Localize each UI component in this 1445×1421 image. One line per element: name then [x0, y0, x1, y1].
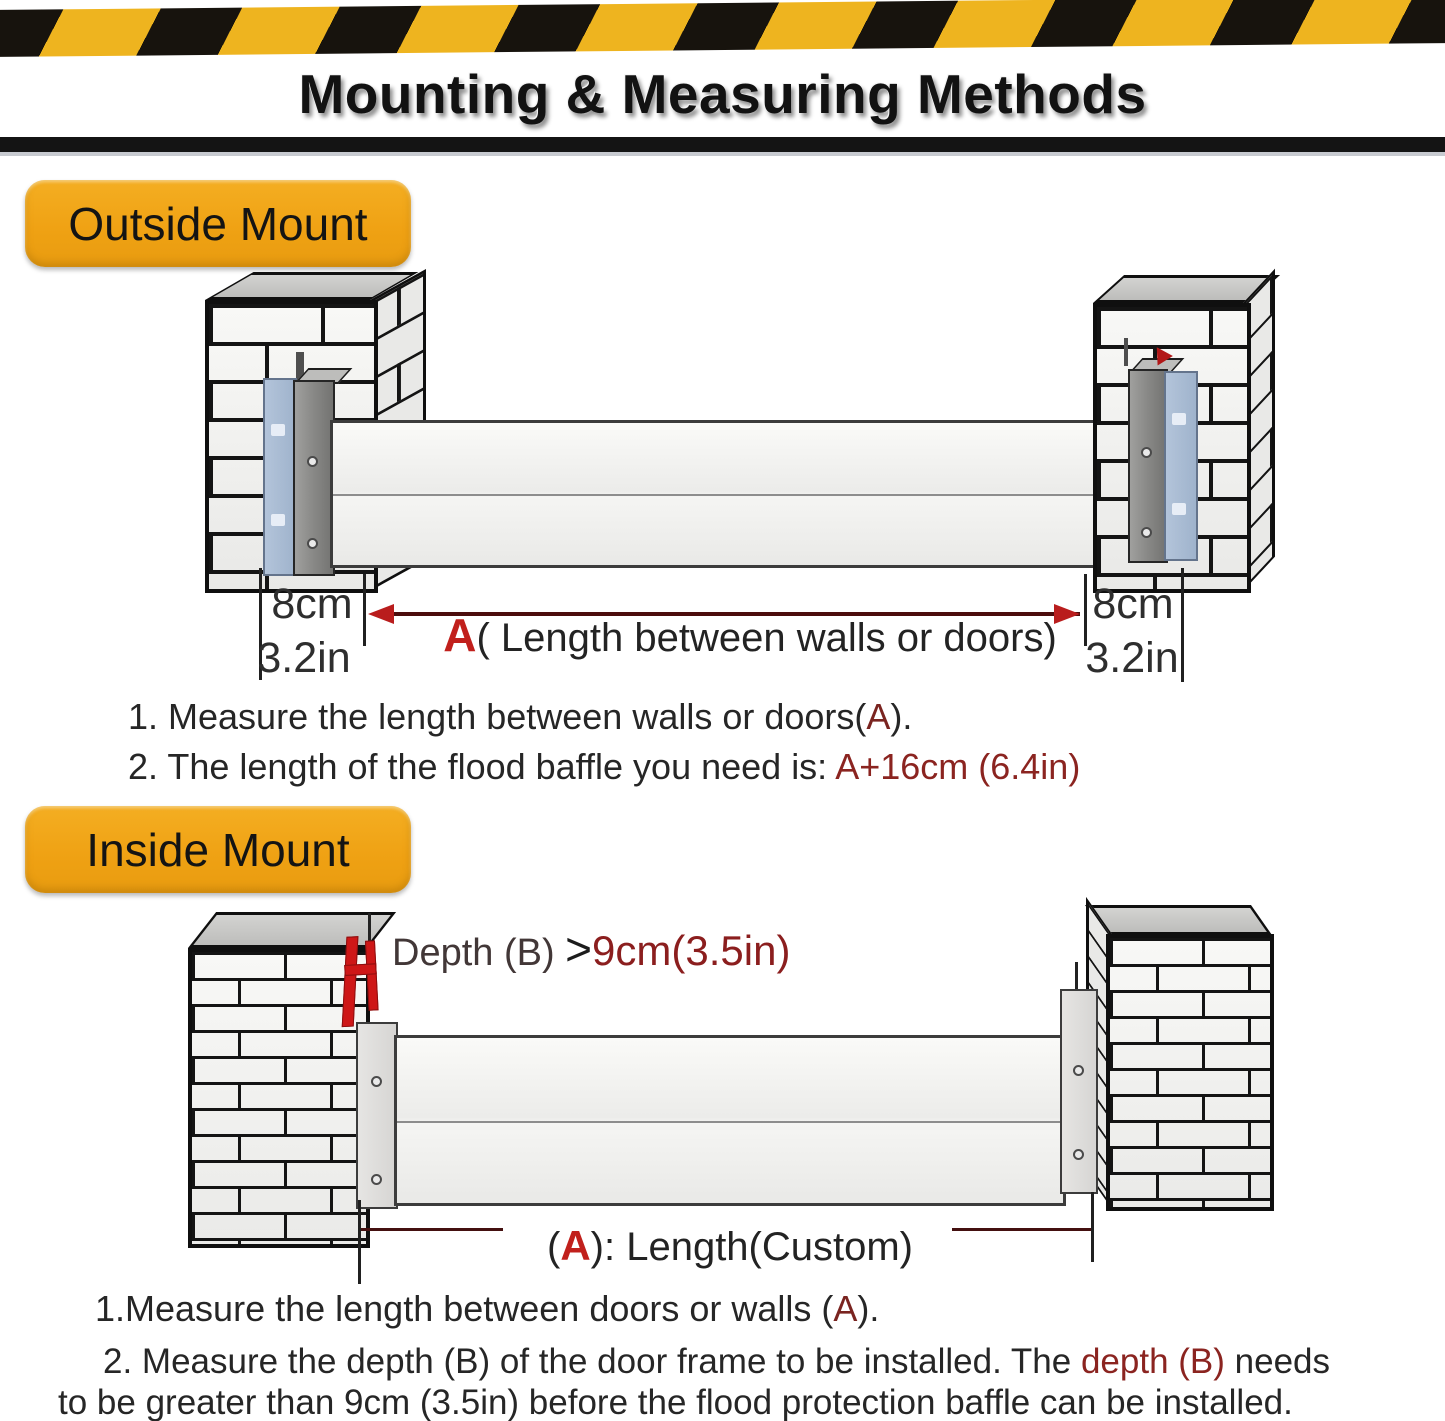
outside-note-2: 2. The length of the flood baffle you need is: A+16cm (6.4in) [128, 746, 1081, 787]
depth-gauge-crossbar [344, 963, 377, 976]
left-offset-cm-label: 8cm [271, 580, 353, 628]
inside-mount-badge: Inside Mount [25, 806, 411, 893]
inside-note-1: 1.Measure the length between doors or walls (A). [95, 1288, 880, 1329]
baffle-seam [397, 1121, 1063, 1123]
depth-gauge-bar [342, 936, 359, 1027]
screw-hole [307, 538, 318, 549]
right-blue-channel [1164, 371, 1198, 561]
length-a-symbol: A [443, 609, 477, 661]
depth-gauge-bar [365, 940, 379, 1010]
right-offset-cm-label: 8cm [1092, 580, 1174, 628]
right-mounting-bracket [1128, 369, 1168, 563]
left-mounting-bracket [293, 380, 335, 576]
custom-length-line-left [361, 1228, 503, 1231]
inside-left-bracket [356, 1022, 398, 1209]
screw-hole [371, 1076, 382, 1087]
channel-slot [1172, 503, 1186, 515]
right-offset-in-label: 3.2in [1085, 634, 1179, 682]
dim-tick [363, 574, 366, 646]
dim-tick [358, 1200, 361, 1284]
depth-requirement-label: Depth (B) >9cm(3.5in) [392, 923, 791, 975]
channel-slot [271, 514, 285, 526]
right-anchor-rod [1124, 338, 1128, 366]
channel-slot [271, 424, 285, 436]
depth-gauge-bracket [337, 929, 388, 1031]
left-blue-channel [263, 378, 297, 576]
custom-length-line-right [952, 1228, 1091, 1231]
screw-hole [1141, 527, 1152, 538]
inside-right-pillar-top-face [1085, 905, 1272, 935]
inside-right-rod [1075, 962, 1078, 989]
screw-hole [1073, 1149, 1084, 1160]
dim-tick [1181, 568, 1184, 682]
channel-slot [1172, 413, 1186, 425]
inside-note-2-line1: 2. Measure the depth (B) of the door frame to be installed. The depth (B) needs [103, 1342, 1331, 1381]
inside-right-brick-pillar [1106, 934, 1274, 1211]
left-offset-in-label: 3.2in [257, 634, 351, 682]
inside-note-2-line2: to be greater than 9cm (3.5in) before the flood protection baffle can be installed. [58, 1383, 1293, 1421]
span-length-label: A( Length between walls or doors) [443, 609, 1057, 661]
custom-length-label: (A): Length(Custom) [546, 1222, 913, 1269]
header-divider-bar [0, 137, 1445, 156]
hazard-tape-stripe [0, 0, 1445, 57]
arrowhead-left [368, 604, 394, 624]
screw-hole [1141, 447, 1152, 458]
screw-hole [307, 456, 318, 467]
page-title: Mounting & Measuring Methods [298, 63, 1147, 125]
baffle-length-formula: A+16cm (6.4in) [835, 746, 1081, 787]
baffle-seam [333, 494, 1133, 496]
outside-mount-badge: Outside Mount [25, 180, 411, 267]
inside-right-bracket [1060, 989, 1098, 1194]
outside-note-1: 1. Measure the length between walls or doors(A). [128, 696, 913, 737]
inside-flood-baffle-board [394, 1035, 1066, 1206]
screw-hole [1073, 1065, 1084, 1076]
flood-baffle-board [330, 420, 1136, 568]
dim-tick [1091, 1192, 1094, 1262]
screw-hole [371, 1174, 382, 1185]
